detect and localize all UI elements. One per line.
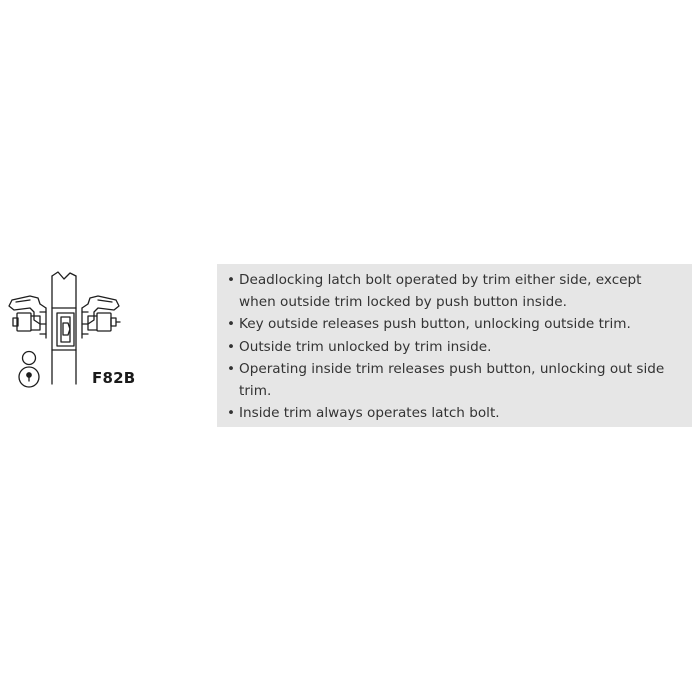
lock-function-diagram: [0, 0, 215, 700]
push-button-icon: [111, 318, 120, 326]
description-item: • Deadlocking latch bolt operated by trim either side, except when outside trim locked by push button inside.: [227, 269, 682, 313]
description-item: • Operating inside trim releases push button, unlocking out side trim.: [227, 358, 682, 402]
function-description-panel: [217, 264, 692, 427]
description-item: • Outside trim unlocked by trim inside.: [227, 336, 682, 358]
function-description-list: [227, 269, 682, 424]
lever-handle-icon: [9, 296, 46, 338]
function-code-label: F82B: [92, 369, 136, 387]
lever-handle-icon: [82, 296, 119, 338]
door-edge-icon: [52, 272, 76, 384]
description-item: • Inside trim always operates latch bolt.: [227, 402, 682, 424]
lockset-drawing: [0, 0, 215, 700]
latch-bolt-icon: [52, 308, 76, 350]
description-item: • Key outside releases push button, unlocking outside trim.: [227, 313, 682, 335]
key-cylinder-icon: [19, 352, 39, 388]
